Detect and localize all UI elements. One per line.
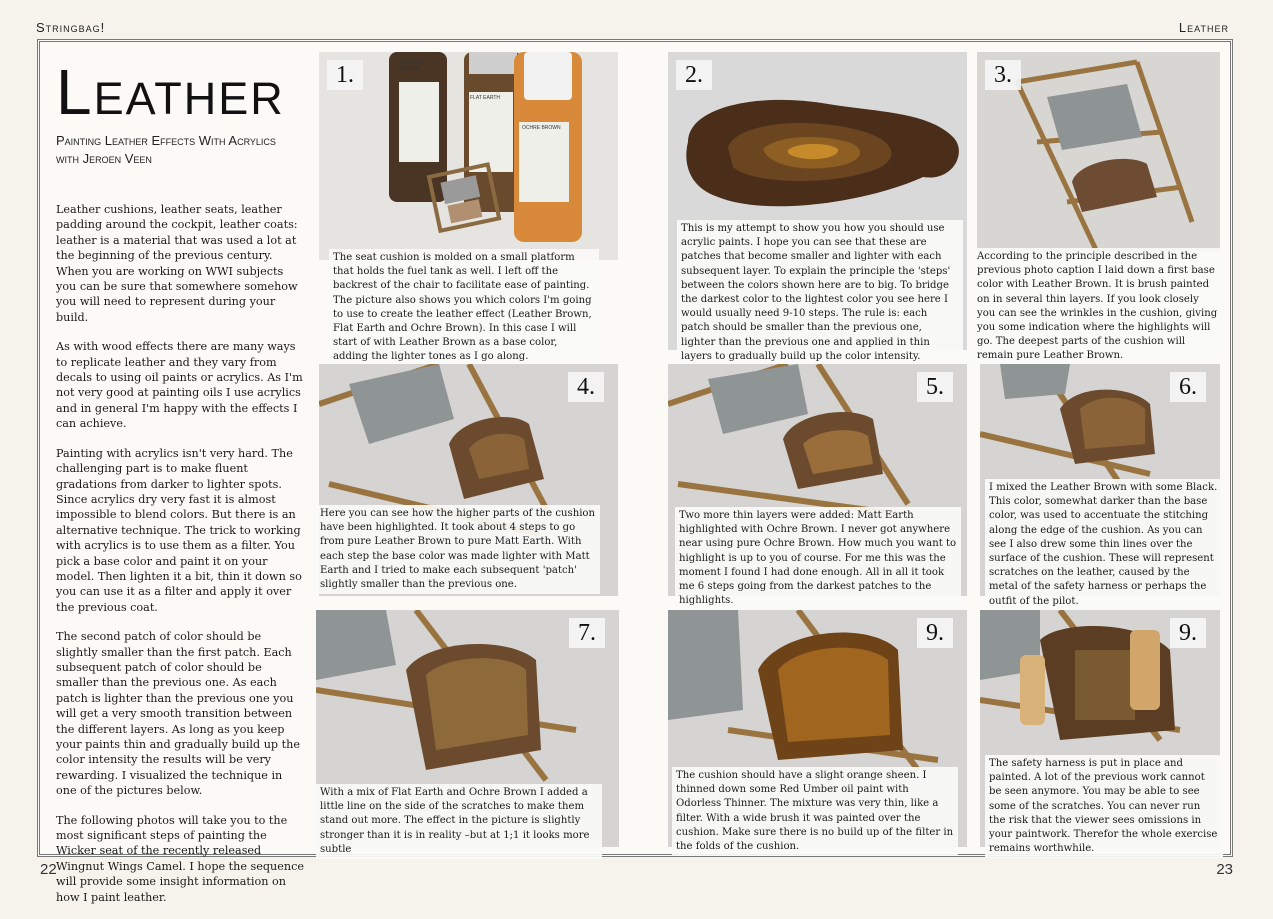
step-6-caption: I mixed the Leather Brown with some Black. This color, somewhat darker than the base color, was used to accentuate the stitching along the edge of the cushion. As you can see I also drew some thin lines over the surface of the cushion. These will represent scratches on the leather, caused by the metal of the safety harness or perhaps the outfit of the pilot. — [985, 479, 1223, 611]
step-number: 7. — [569, 618, 605, 648]
intro-paragraph: Leather cushions, leather seats, leather padding around the cockpit, leather coats: leather is a material that was used a lot at the beginning of the previous century. When you are working on WWI subjects you can be sure that somewhere somehow you will need to represent during your build. — [56, 203, 298, 324]
magazine-name: Stringbag! — [36, 20, 106, 35]
step-number: 9. — [917, 618, 953, 648]
paint-label: LEATHER BROWN — [400, 60, 423, 72]
subtitle-line: Painting Leather Effects With Acrylics — [56, 133, 276, 148]
article-subtitle — [56, 132, 306, 168]
step-number: 1. — [327, 60, 363, 90]
article-title: Leather — [56, 56, 285, 128]
step-number: 6. — [1170, 372, 1206, 402]
step-1-caption: The seat cushion is molded on a small platform that holds the fuel tank as well. I left off the backrest of the chair to facilitate ease of painting. The picture also shows you which colors I'm going to use to create the leather effect (Leather Brown, Flat Earth and Ochre Brown). In this case I will start of with Leather Brown as a base color, adding the lighter tones as I go along. — [329, 249, 599, 367]
intro-paragraph: As with wood effects there are many ways to replicate leather and they vary from decals to using oil paints or acrylics. As I'm not very good at painting oils I use acrylics and in general I'm happy with the effects I can achieve. — [56, 340, 303, 431]
step-1-photo — [319, 52, 618, 260]
intro-paragraph: The following photos will take you to the most significant steps of painting the Wicker seat of the recently released Wingnut Wings Camel. I hope the sequence will provide some insight information on how I paint leather. — [56, 813, 304, 904]
page-number-right: 23 — [1216, 861, 1233, 878]
step-8-caption: The cushion should have a slight orange sheen. I thinned down some Red Umber oil paint with Odorless Thinner. The mixture was very thin, like a filter. With a wide brush it was painted over the cushion. Make sure there is no build up of the filter in the folds of the cushion. — [672, 767, 958, 856]
step-3-caption: According to the principle described in the previous photo caption I laid down a first base color with Leather Brown. It is brush painted on in several thin layers. If you look closely you can see the wrinkles in the cushion, giving you some indication where the highlights will go. The deepest parts of the cushion will remain pure Leather Brown. — [973, 248, 1223, 366]
step-number: 3. — [985, 60, 1021, 90]
step-5-caption: Two more thin layers were added: Matt Earth highlighted with Ochre Brown. I never got anywhere near using pure Ochre Brown. How much you want to highlight is up to you of course. For me this was the moment I found I had done enough. All in all it took me 6 steps going from the darkest patches to the highlights. — [675, 507, 961, 610]
step-2-caption: This is my attempt to show you how you should use acrylic paints. I hope you can see that these are patches that become smaller and lighter with each subsequent layer. To explain the principle the 'steps' between the colors shown here are to big. To bridge the darkest color to the lightest color you see here I would usually need 9-10 steps. The rule is: each patch should be smaller than the previous one, lighter than the previous one and applied in thin layers to gradually build up the color intensity. — [677, 220, 963, 366]
step-7-caption: With a mix of Flat Earth and Ochre Brown I added a little line on the side of the scratches to make them stand out more. The effect in the picture is slightly stronger than it is in reality –but at 1;1 it looks more subtle — [316, 784, 602, 859]
step-4-caption: Here you can see how the higher parts of the cushion have been highlighted. It took about 4 steps to go from pure Leather Brown to pure Matt Earth. With each step the base color was made lighter with Matt Earth and I tried to make each subsequent 'patch' slightly smaller than the previous one. — [316, 505, 600, 594]
paint-label: FLAT EARTH — [470, 95, 501, 101]
step-3-photo — [977, 52, 1220, 252]
intro-text — [56, 202, 306, 919]
step-number: 9. — [1170, 618, 1206, 648]
step-number: 5. — [917, 372, 953, 402]
intro-paragraph: The second patch of color should be slightly smaller than the first patch. Each subsequent patch of color should be smaller than the previous one. As each patch is lighter than the previous one you will get a very smooth transition between the different layers. As long as you keep your paints thin and gradually build up the color intensity the results will be very rewarding. I visualized the technique in one of the pictures below. — [56, 630, 300, 798]
paint-label: OCHRE BROWN — [522, 125, 561, 131]
section-name: Leather — [1178, 20, 1229, 35]
page-number-left: 22 — [40, 861, 57, 878]
step-number: 4. — [568, 372, 604, 402]
step-9-caption: The safety harness is put in place and painted. A lot of the previous work cannot be seen anymore. You may be able to see some of the scratches. You can never run the risk that the viewer sees omissions in your paintwork. Therefor the whole exercise remains worthwhile. — [985, 755, 1223, 858]
author-line: with Jeroen Veen — [56, 151, 152, 166]
intro-paragraph: Painting with acrylics isn't very hard. The challenging part is to make fluent gradations from darker to lighter spots. Since acrylics dry very fast it is almost impossible to blend colors. But there is an alternative technique. The trick to working with acrylics is to use them as a filter. You pick a base color and paint it on your model. Then lighten it a bit, thin it down so you can use it as a filter and apply it over the previous coat. — [56, 446, 302, 614]
step-number: 2. — [676, 60, 712, 90]
